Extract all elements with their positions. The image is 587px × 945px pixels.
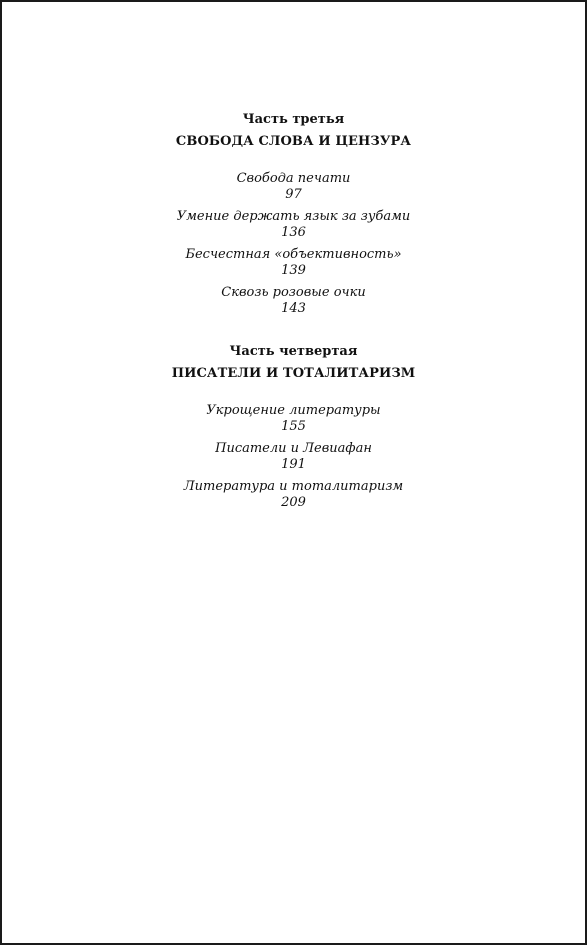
part-title: СВОБОДА СЛОВА И ЦЕНЗУРА bbox=[175, 134, 412, 149]
toc-entry-list bbox=[2, 402, 585, 510]
toc-entry-page-number: 139 bbox=[281, 263, 306, 278]
toc-entry-page-number: 97 bbox=[285, 187, 302, 202]
part-three bbox=[2, 112, 585, 316]
part-four bbox=[2, 344, 585, 510]
toc-entry-title: Укрощение литературы bbox=[206, 403, 381, 418]
toc-entry-list bbox=[2, 170, 585, 316]
part-title: ПИСАТЕЛИ И ТОТАЛИТАРИЗМ bbox=[171, 366, 416, 381]
toc-entry-page-number: 209 bbox=[281, 495, 306, 510]
toc-entry-title: Литература и тоталитаризм bbox=[183, 479, 404, 494]
part-label: Часть четвертая bbox=[229, 344, 358, 359]
toc-entry bbox=[2, 170, 585, 202]
toc-entry-title: Писатели и Левиафан bbox=[215, 441, 372, 456]
toc-entry-title: Сквозь розовые очки bbox=[221, 285, 366, 300]
toc-entry bbox=[2, 284, 585, 316]
toc-entry-page-number: 191 bbox=[281, 457, 306, 472]
toc-entry-title: Свобода печати bbox=[236, 171, 351, 186]
toc-entry bbox=[2, 402, 585, 434]
toc-entry-page-number: 143 bbox=[281, 301, 306, 316]
toc-entry bbox=[2, 246, 585, 278]
toc-entry bbox=[2, 478, 585, 510]
toc-entry bbox=[2, 208, 585, 240]
toc-entry-title: Умение держать язык за зубами bbox=[176, 209, 411, 224]
toc-entry-page-number: 136 bbox=[281, 225, 306, 240]
table-of-contents bbox=[2, 112, 585, 516]
part-label: Часть третья bbox=[242, 112, 345, 127]
toc-entry bbox=[2, 440, 585, 472]
toc-entry-page-number: 155 bbox=[281, 419, 306, 434]
toc-entry-title: Бесчестная «объективность» bbox=[185, 247, 402, 262]
